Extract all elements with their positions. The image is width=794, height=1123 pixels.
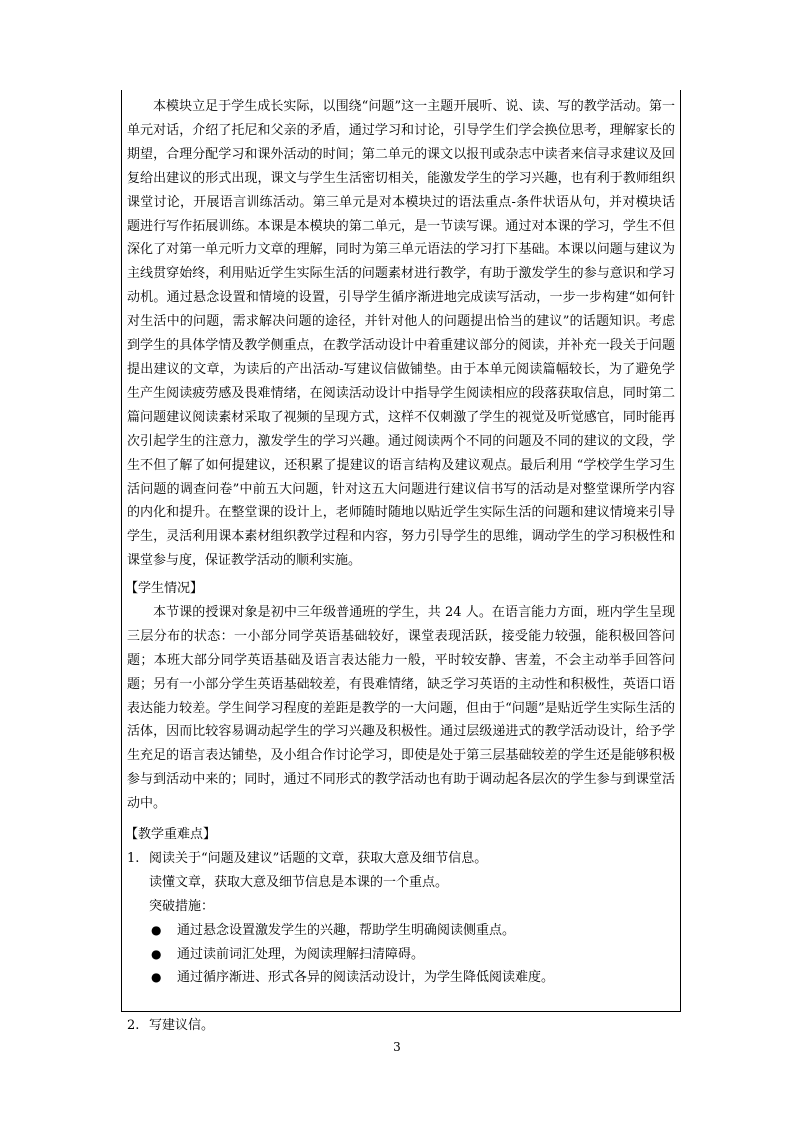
module-overview-paragraph: 本模块立足于学生成长实际，以围绕“问题”这一主题开展听、说、读、写的教学活动。第一单元对话，介绍了托尼和父亲的矛盾，通过学习和讨论，引导学生们学会换位思考，理解家长的期望，合理分配学习和课外活动的时间；第二单元的课文以报刊或杂志中读者来信寻求建议及回复给出建议的形式出现，课文与学生生活密切相关，能激发学生的学习兴趣，也有利于教师组织课堂讨论，开展语言训练活动。第三单元是对本模块过的语法重点-条件状语从句，并对模块话题进行写作拓展训练。本课是本模块的第二单元，是一节读写课。通过对本课的学习，学生不但深化了对第一单元听力文章的理解，同时为第三单元语法的学习打下基础。本课以问题与建议为主线贯穿始终，利用贴近学生实际生活的问题素材进行教学，有助于激发学生的参与意识和学习动机。通过悬念设置和情境的设置，引导学生循序渐进地完成读写活动，一步一步构建“如何针对生活中的问题，需求解决问题的途径，并针对他人的问题提出恰当的建议”的话题知识。考虑到学生的具体学情及教学侧重点，在教学活动设计中着重建议部分的阅读，并补充一段关于问题提出建议的文章，为读后的产出活动-写建议信做铺垫。由于本单元阅读篇幅较长，为了避免学生产生阅读疲劳感及畏难情绪，在阅读活动设计中指导学生阅读相应的段落获取信息，同时第二篇问题建议阅读素材采取了视频的呈现方式，这样不仅刺激了学生的视觉及听觉感官，同时能再次引起学生的注意力，激发学生的学习兴趣。通过阅读两个不同的问题及不同的建议的文段，学生不但了解了如何提建议，还积累了提建议的语言结构及建议观点。最后利用 “学校学生学习生活问题的调查问卷”中前五大问题，针对这五大问题进行建议信书写的活动是对整堂课所学内容的内化和提升。在整堂课的设计上，老师随时随地以贴近学生实际生活的问题和建议情境来引导学生，灵活利用课本素材组织教学过程和内容，努力引导学生的思维，调动学生的学习积极性和课堂参与度，保证教学活动的顺利实施。: [127, 99, 675, 569]
list-item-text: 阅读关于“问题及建议”话题的文章，获取大意及细节信息。: [149, 850, 488, 866]
student-situation-section: [127, 577, 675, 816]
list-item: [127, 1014, 675, 1038]
spacer: [127, 990, 675, 1014]
student-situation-paragraph: 本节课的授课对象是初中三年级普通班的学生，共 24 人。在语言能力方面，班内学生呈现三层分布的状态：一小部分同学英语基础较好，课堂表现活跃，接受能力较强，能积极回答问题；本班大部分同学英语基础及语言表达能力一般，平时较安静、害羞，不会主动举手回答问题；另有一小部分学生英语基础较差，有畏难情绪，缺乏学习英语的主动性和积极性，英语口语表达能力较差。学生间学习程度的差距是教学的一大问题，但由于“问题”是贴近学生实际生活的活体，因而比较容易调动起学生的学习兴趣及积极性。通过层级递进式的教学活动设计，给予学生充足的语言表达铺垫，及小组合作讨论学习，即使是处于第三层基础较差的学生还是能够积极参与到活动中来的；同时，通过不同形式的教学活动也有助于调动起各层次的学生参与到课堂活动中。: [127, 604, 675, 812]
list-item-detail: 读懂文章，获取大意及细节信息是本课的一个重点。: [149, 874, 449, 890]
list-item: [127, 919, 675, 943]
bullet-icon: ●: [151, 946, 162, 961]
list-item-number: 2.: [127, 1018, 140, 1034]
list-item: [127, 847, 675, 871]
bullet-icon: ●: [151, 922, 162, 937]
list-item-number: 1.: [127, 850, 140, 866]
list-item: [127, 943, 675, 967]
page-number: 3: [393, 1040, 401, 1054]
bullet-icon: ●: [151, 970, 162, 985]
measures-label: 突破措施：: [149, 898, 215, 914]
bullet-text: 通过读前词汇处理，为阅读理解扫清障碍。: [177, 946, 425, 962]
student-situation-heading: 【学生情况】: [125, 581, 204, 596]
bullet-text: 通过循序渐进、形式各异的阅读活动设计，为学生降低阅读难度。: [177, 970, 555, 986]
key-difficulties-heading: 【教学重难点】: [125, 827, 217, 842]
key-difficulties-section: [127, 823, 675, 1038]
list-item: [127, 966, 675, 990]
list-item-text: 写建议信。: [149, 1018, 215, 1034]
bullet-text: 通过悬念设置激发学生的兴趣，帮助学生明确阅读侧重点。: [177, 922, 516, 938]
module-overview-section: [127, 95, 675, 573]
